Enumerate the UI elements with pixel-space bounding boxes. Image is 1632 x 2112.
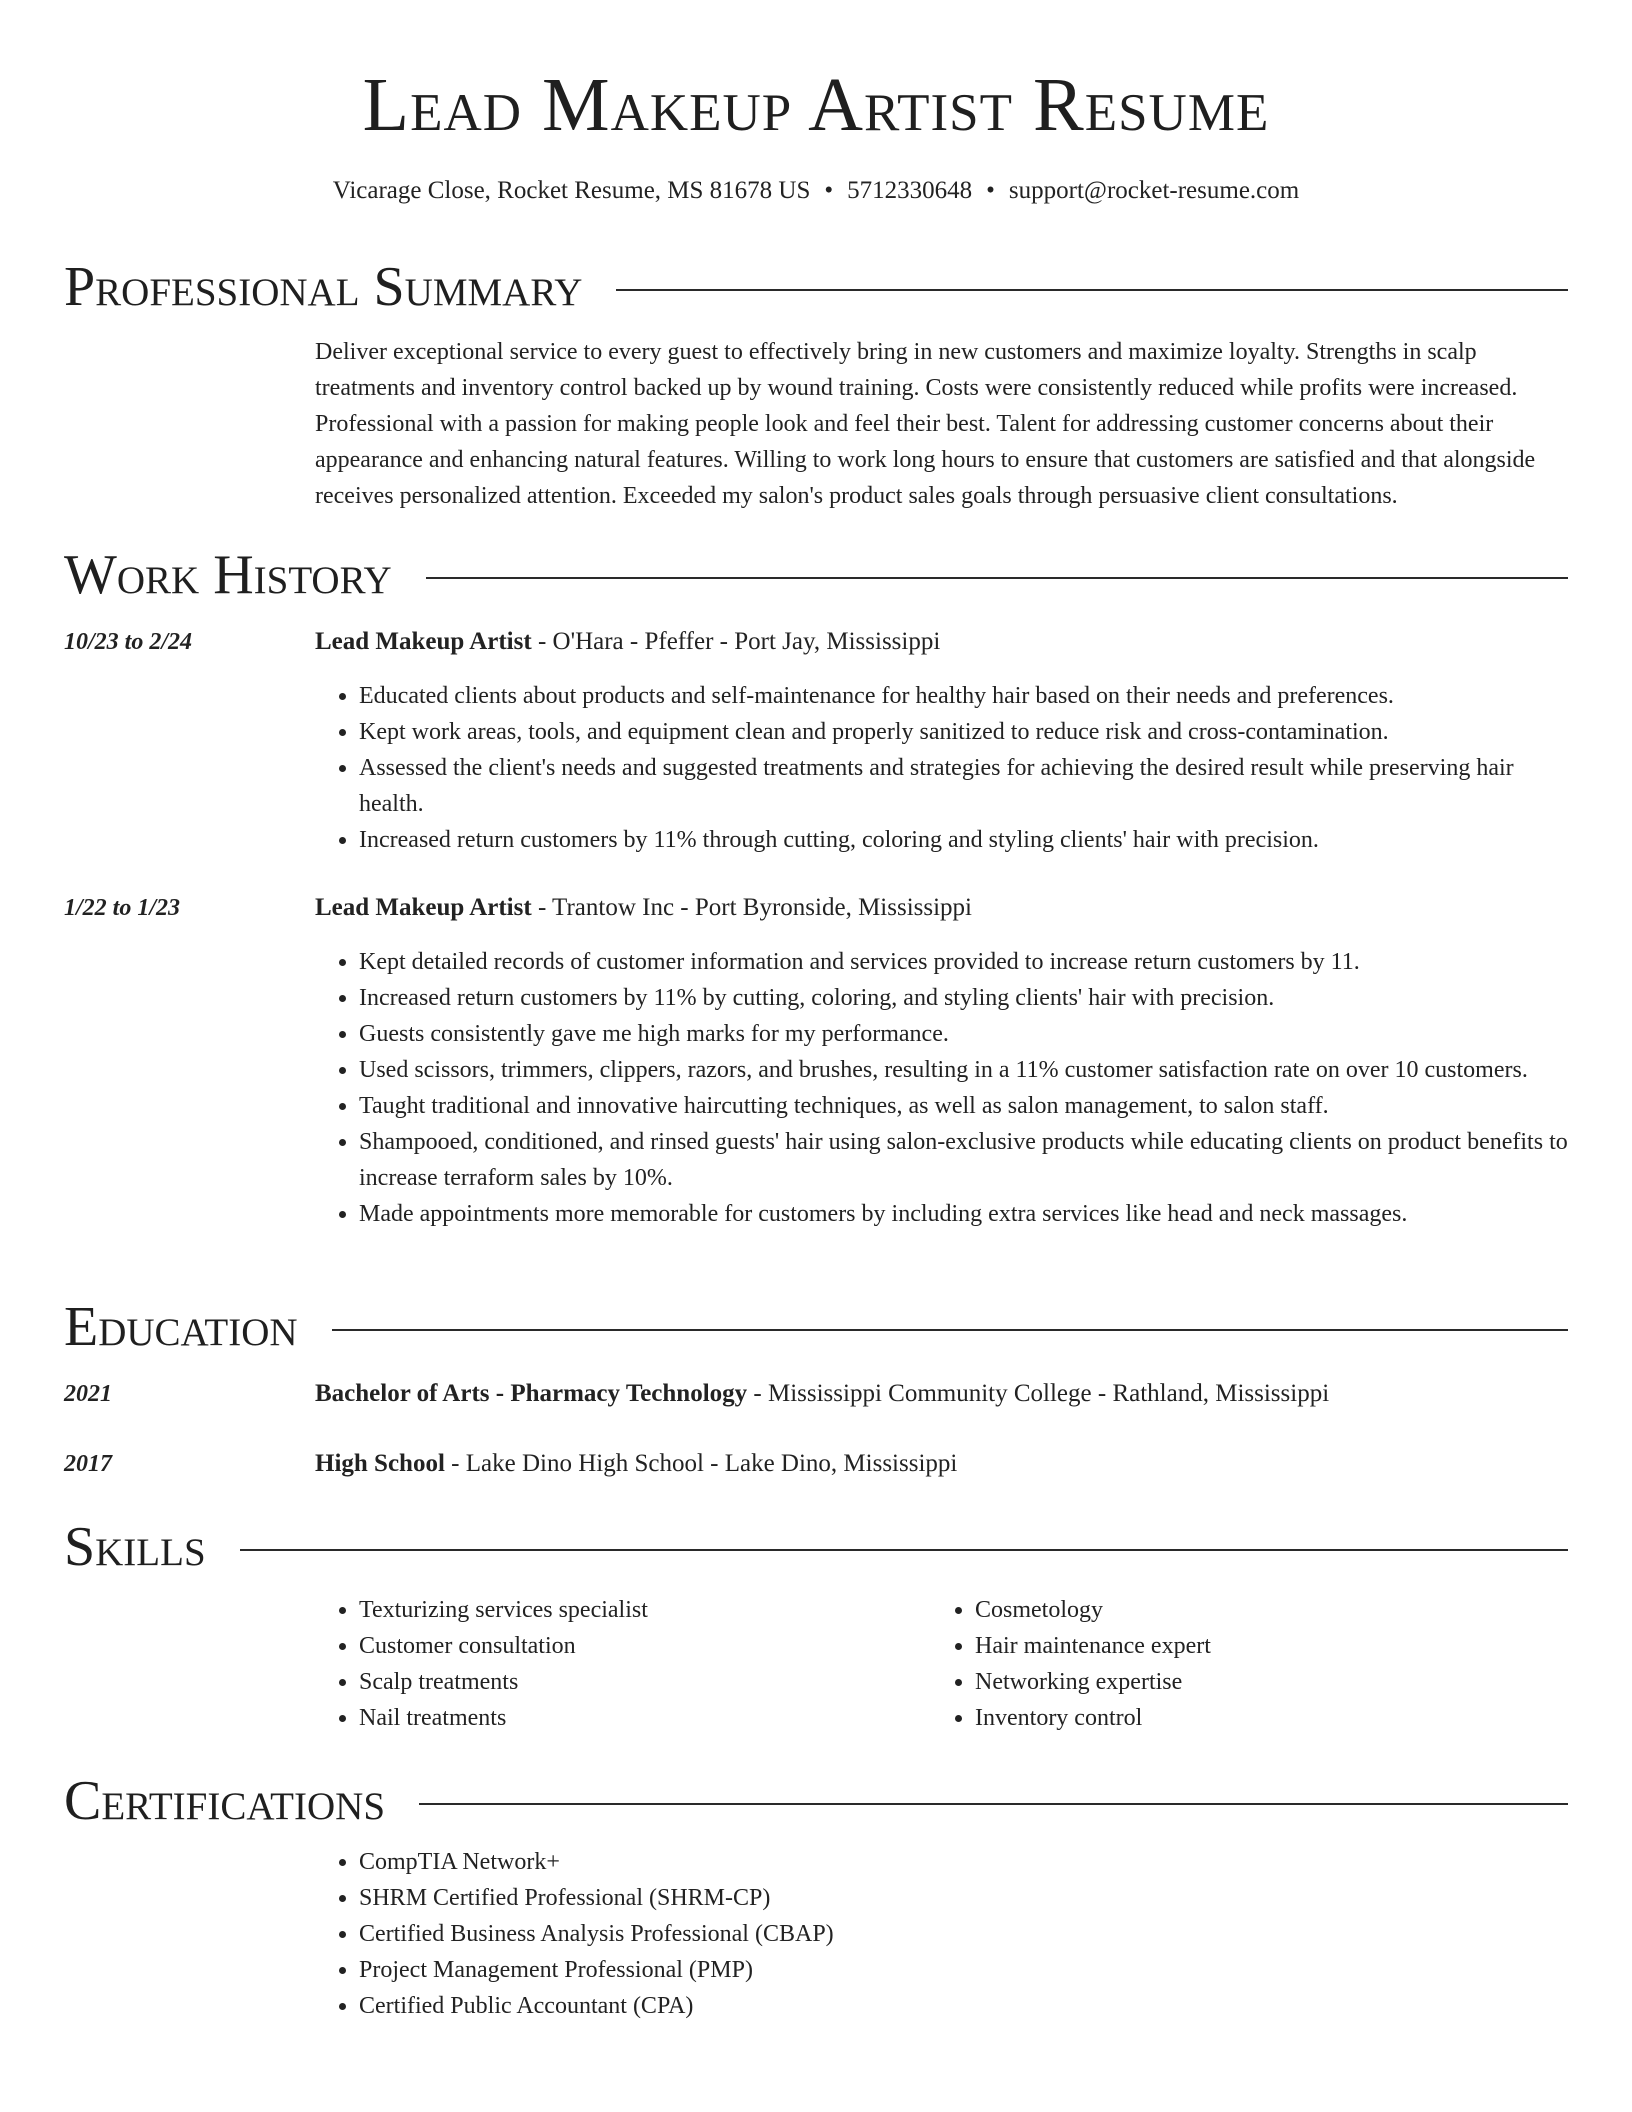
skill-item: • Cosmetology [975, 1592, 1547, 1628]
skills-grid [315, 1592, 1568, 1736]
list-item: • Used scissors, trimmers, clippers, razors, and brushes, resulting in a 11% customer satisfaction rate on over 10 customers. [359, 1052, 1568, 1088]
list-item: • Made appointments more memorable for customers by including extra services like head and neck massages. [359, 1196, 1568, 1232]
job-bullets [315, 678, 1568, 858]
list-item: • Educated clients about products and self-maintenance for healthy hair based on their needs and preferences. [359, 678, 1568, 714]
skills-column-right [931, 1592, 1547, 1736]
certification-item: • SHRM Certified Professional (SHRM-CP) [359, 1880, 1568, 1916]
contact-phone: 5712330648 [847, 177, 973, 204]
education-year: 2017 [64, 1451, 112, 1477]
job-title: Lead Makeup Artist [315, 894, 532, 921]
education-year: 2021 [64, 1381, 112, 1407]
job-title-line [315, 624, 1568, 660]
job-dates: 10/23 to 2/24 [64, 629, 193, 655]
contact-separator: • [986, 177, 995, 204]
section-divider [426, 577, 1568, 579]
certification-item: • Project Management Professional (PMP) [359, 1952, 1568, 1988]
list-item: • Kept work areas, tools, and equipment clean and properly sanitized to reduce risk and cross-contamination. [359, 714, 1568, 750]
skill-item: • Hair maintenance expert [975, 1628, 1547, 1664]
certification-item: • Certified Business Analysis Professional (CBAP) [359, 1916, 1568, 1952]
contact-separator: • [824, 177, 834, 204]
job-bullets [315, 944, 1568, 1232]
education-details: - Mississippi Community College - Rathland, Mississippi [747, 1380, 1330, 1407]
education-entry [315, 1376, 1568, 1412]
list-item: • Increased return customers by 11% by cutting, coloring, and styling clients' hair with precision. [359, 980, 1568, 1016]
education-degree: High School [315, 1450, 445, 1477]
resume-title: Lead Makeup Artist Resume [362, 63, 1270, 147]
list-item: • Shampooed, conditioned, and rinsed guests' hair using salon-exclusive products while educating clients on product benefits to increase terraform sales by 10%. [359, 1124, 1568, 1196]
skill-item: • Networking expertise [975, 1664, 1547, 1700]
certification-item: • CompTIA Network+ [359, 1844, 1568, 1880]
skill-item: • Customer consultation [359, 1628, 931, 1664]
certifications-section-header [64, 1766, 1568, 1836]
skill-item: • Scalp treatments [359, 1664, 931, 1700]
section-divider [616, 289, 1568, 291]
list-item: • Taught traditional and innovative haircutting techniques, as well as salon management, to salon staff. [359, 1088, 1568, 1124]
skill-item: • Nail treatments [359, 1700, 931, 1736]
work-section-header [64, 540, 1568, 610]
list-item: • Assessed the client's needs and suggested treatments and strategies for achieving the desired result while preserving hair health. [359, 750, 1568, 822]
education-section-header [64, 1292, 1568, 1362]
education-entry [315, 1446, 1568, 1482]
list-item: • Increased return customers by 11% through cutting, coloring and styling clients' hair with precision. [359, 822, 1568, 858]
contact-line [0, 174, 1632, 208]
education-degree: Bachelor of Arts - Pharmacy Technology [315, 1380, 748, 1407]
skill-item: • Texturizing services specialist [359, 1592, 931, 1628]
skills-heading: Skills [64, 1516, 206, 1578]
skill-item: • Inventory control [975, 1700, 1547, 1736]
summary-block [315, 334, 1568, 514]
certifications-heading: Certifications [64, 1770, 386, 1832]
job-details: - Trantow Inc - Port Byronside, Mississippi [531, 894, 972, 921]
job-title-line [315, 890, 1568, 926]
list-item: • Kept detailed records of customer information and services provided to increase return customers by 11. [359, 944, 1568, 980]
education-heading: Education [64, 1296, 298, 1358]
skills-column-left [315, 1592, 931, 1736]
section-divider [240, 1549, 1568, 1551]
certification-item: • Certified Public Accountant (CPA) [359, 1988, 1568, 2024]
job-details: - O'Hara - Pfeffer - Port Jay, Mississippi [531, 628, 941, 655]
section-divider [419, 1803, 1568, 1805]
summary-section-header [64, 252, 1568, 322]
job-title: Lead Makeup Artist [315, 628, 532, 655]
skills-section-header [64, 1512, 1568, 1582]
certifications-list [315, 1844, 1568, 2024]
contact-email: support@rocket-resume.com [1008, 177, 1300, 204]
section-divider [332, 1329, 1568, 1331]
job-dates: 1/22 to 1/23 [64, 895, 181, 921]
list-item: • Guests consistently gave me high marks for my performance. [359, 1016, 1568, 1052]
contact-address: Vicarage Close, Rocket Resume, MS 81678 US [332, 177, 811, 204]
summary-heading: Professional Summary [64, 256, 583, 318]
work-heading: Work History [64, 544, 392, 606]
summary-text: Deliver exceptional service to every guest to effectively bring in new customers and maximize loyalty. Strengths in scalp treatments and inventory control backed up by wound training. Costs were consistently reduced while profits were increased. Professional with a passion for making people look and feel their best. Talent for addressing customer concerns about their appearance and enhancing natural features. Willing to work long hours to ensure that customers are satisfied and that alongside receives personalized attention. Exceeded my salon's product sales goals through persuasive client consultations. [315, 339, 1536, 509]
education-details: - Lake Dino High School - Lake Dino, Mississippi [444, 1450, 958, 1477]
